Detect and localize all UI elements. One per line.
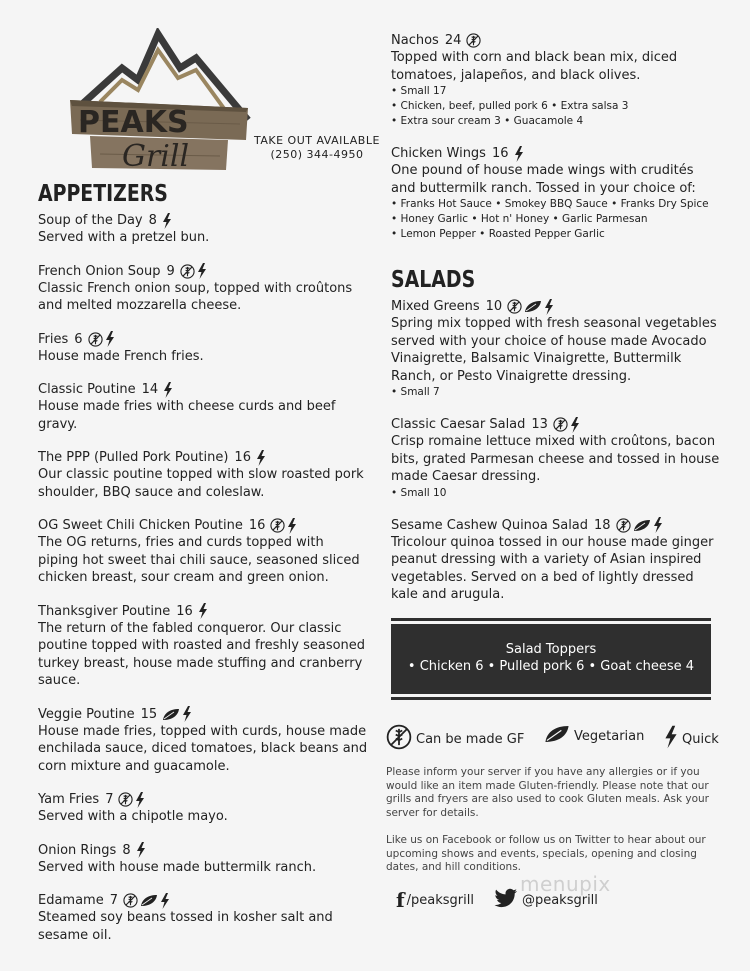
menu-item-option: • Small 7: [391, 386, 440, 398]
menu-item: [391, 416, 721, 501]
salad-list: [391, 298, 721, 604]
menu-item-name: Nachos: [391, 33, 439, 48]
menu-item: [38, 892, 368, 944]
menu-item-options: [391, 84, 721, 129]
social-links: [396, 888, 598, 912]
notice-block: [386, 766, 716, 875]
menu-item: [391, 298, 721, 400]
gluten-free-icon: [616, 518, 631, 533]
facebook-icon[interactable]: f: [396, 888, 405, 912]
menu-item-description: Topped with corn and black bean mix, diced tomatoes, jalapeños, and black olives.: [391, 50, 678, 83]
peaks-grill-logo: [60, 28, 270, 178]
menu-item-options: [391, 385, 721, 400]
twitter-handle[interactable]: @peaksgrill: [521, 892, 598, 908]
menu-item-description: Classic French onion soup, topped with croûtons and melted mozzarella cheese.: [38, 280, 353, 313]
quick-icon: [105, 331, 115, 347]
menu-item-header: [38, 517, 368, 534]
menu-item-price: 6: [74, 331, 83, 347]
watermark: menupix: [520, 872, 611, 896]
quick-icon: [256, 450, 266, 466]
facebook-handle[interactable]: /peaksgrill: [406, 892, 474, 908]
menu-item-name: Chicken Wings: [391, 146, 486, 161]
takeout-label: TAKE OUT AVAILABLE: [254, 134, 380, 147]
phone-number: (250) 344-4950: [270, 148, 364, 161]
menu-item-icons: [466, 33, 481, 48]
menu-item-option: • Small 17: [391, 85, 447, 97]
quick-icon: [160, 893, 170, 909]
gluten-free-icon: [118, 792, 133, 807]
right-column: [391, 32, 721, 620]
menu-item: [38, 212, 368, 247]
menu-item-option: • Small 10: [391, 486, 447, 499]
menu-item-price: 16: [234, 450, 251, 465]
menu-item-price: 8: [148, 213, 157, 228]
menu-item: [38, 517, 368, 587]
menu-item-icons: [123, 893, 170, 909]
menu-item-header: [391, 517, 721, 534]
menu-item-icons: [616, 517, 663, 533]
logo-peaks-text: PEAKS: [78, 105, 189, 140]
legend-quick: [664, 724, 719, 754]
menu-item-option: • Lemon Pepper • Roasted Pepper Garlic: [391, 228, 605, 240]
menu-item-icons: [88, 331, 115, 347]
quick-icon: [544, 299, 554, 315]
menu-item-description: House made French fries.: [38, 348, 204, 364]
menu-item-description: House made fries with cheese curds and beef gravy.: [38, 399, 336, 432]
social-notice: Like us on Facebook or follow us on Twitter to hear about our upcoming shows and events, specials, opening and closing dates, and hill conditions.: [386, 834, 706, 873]
appetizer-list: [38, 212, 368, 944]
vegetarian-icon: [140, 894, 158, 907]
legend-gf-label: Can be made GF: [416, 731, 525, 747]
menu-item-icons: [507, 299, 554, 315]
menu-item-header: [391, 416, 721, 433]
menu-item-option: • Franks Hot Sauce • Smokey BBQ Sauce • Franks Dry Spice: [391, 198, 709, 210]
appetizers-title: APPETIZERS: [38, 180, 168, 207]
menu-item-option: • Extra sour cream 3 • Guacamole 4: [391, 115, 584, 127]
quick-icon: [514, 146, 524, 162]
menu-item-header: [38, 381, 368, 398]
menu-item-price: 10: [485, 299, 503, 314]
quick-icon: [664, 724, 678, 754]
menu-item-price: 8: [122, 842, 131, 858]
toppers-list: • Chicken 6 • Pulled pork 6 • Goat cheese 4: [407, 659, 695, 674]
right-top-list: [391, 32, 721, 242]
legend-veg-label: Vegetarian: [574, 728, 645, 744]
menu-item-icons: [136, 842, 146, 858]
menu-item-header: [391, 145, 721, 162]
salads-title: SALADS: [391, 266, 476, 293]
gluten-free-icon: [386, 724, 412, 754]
menu-item-icons: [163, 382, 173, 398]
menu-item-name: Onion Rings: [38, 842, 117, 858]
menu-item-description: Crisp romaine lettuce mixed with croûtons, bacon bits, grated Parmesan cheese and tossed in house made Caesar dressing.: [391, 434, 720, 484]
menu-item-price: 16: [248, 518, 266, 533]
menu-item-header: [38, 331, 368, 348]
twitter-icon[interactable]: [494, 888, 518, 912]
menu-item-description: Spring mix topped with fresh seasonal vegetables served with your choice of house made Avocado Vinaigrette, Balsamic Vinaigrette, Buttermilk Ranch, or Pesto Vinaigrette dressing.: [391, 316, 717, 384]
menu-item-description: Our classic poutine topped with slow roasted pork shoulder, BBQ sauce and coleslaw.: [38, 467, 364, 500]
menu-item: [38, 381, 368, 433]
menu-item-header: [38, 212, 368, 229]
toppers-top-bar: [391, 618, 711, 621]
menu-item-description: The OG returns, fries and curds topped with piping hot sweet thai chili sauce, seasoned sliced chicken breast, sour cream and green onion.: [38, 535, 360, 585]
quick-icon: [162, 213, 172, 229]
menu-item-price: 13: [531, 417, 548, 432]
menu-item-options: [391, 197, 721, 242]
menu-item-description: Served with a chipotle mayo.: [38, 809, 228, 824]
vegetarian-icon: [544, 724, 570, 748]
quick-icon: [287, 518, 297, 534]
allergy-notice: Please inform your server if you have any allergies or if you would like an item made Gluten-friendly. Please note that our grills and fryers are also used to cook Gluten meals. Ask your server for details.: [386, 766, 709, 819]
menu-item-option: • Chicken, beef, pulled pork 6 • Extra salsa 3: [391, 100, 629, 112]
menu-item-price: 7: [109, 893, 119, 908]
vegetarian-icon: [524, 300, 542, 313]
salad-toppers-box: [391, 624, 711, 694]
gluten-free-icon: [123, 893, 138, 908]
gluten-free-icon: [88, 332, 103, 347]
logo-grill-text: Grill: [122, 139, 190, 174]
icon-legend: [386, 724, 726, 752]
gluten-free-icon: [507, 299, 522, 314]
quick-icon: [197, 263, 207, 279]
menu-item: [391, 517, 721, 604]
menu-item-header: [38, 791, 368, 808]
legend-gf: [386, 724, 524, 754]
menu-item-icons: [553, 417, 580, 433]
menu-item-description: Served with house made buttermilk ranch.: [38, 859, 317, 875]
menu-item: [38, 603, 368, 690]
menu-item-description: House made fries, topped with curds, house made enchilada sauce, diced tomatoes, black beans and corn mixture and guacamole.: [38, 723, 368, 774]
gluten-free-icon: [180, 264, 195, 279]
menu-item-header: [38, 706, 368, 723]
menu-item-name: Classic Poutine: [38, 382, 136, 397]
menu-item: [391, 32, 721, 129]
vegetarian-icon: [633, 519, 651, 532]
menu-item-name: Edamame: [38, 893, 104, 908]
menu-item-icons: [118, 792, 145, 808]
vegetarian-icon: [162, 708, 180, 721]
menu-item: [38, 331, 368, 366]
menu-item-name: Classic Caesar Salad: [391, 417, 526, 432]
menu-item-name: Mixed Greens: [391, 299, 480, 314]
quick-icon: [570, 417, 580, 433]
menu-item: [38, 449, 368, 501]
quick-icon: [198, 603, 208, 619]
menu-item-header: [38, 263, 368, 280]
legend-veg: [544, 724, 644, 748]
menu-item: [38, 706, 368, 776]
appetizers-section: [38, 180, 368, 960]
menu-item-name: Yam Fries: [38, 792, 100, 807]
menu-item: [38, 263, 368, 315]
menu-item-price: 18: [594, 517, 611, 533]
menu-item-name: Thanksgiver Poutine: [38, 603, 171, 619]
menu-item-name: Sesame Cashew Quinoa Salad: [391, 517, 589, 533]
menu-item-name: French Onion Soup: [38, 263, 161, 279]
gluten-free-icon: [270, 518, 285, 533]
menu-item-price: 16: [491, 146, 509, 161]
quick-icon: [136, 842, 146, 858]
menu-item-header: [38, 842, 368, 859]
menu-item-icons: [162, 706, 192, 722]
menu-item-header: [38, 892, 368, 909]
menu-item-name: OG Sweet Chili Chicken Poutine: [38, 518, 243, 533]
toppers-title: Salad Toppers: [505, 642, 597, 657]
menu-item-header: [38, 603, 368, 620]
menu-item-name: Fries: [38, 331, 69, 347]
menu-item-name: Veggie Poutine: [38, 706, 135, 722]
menu-item-icons: [270, 518, 297, 534]
menu-item-description: One pound of house made wings with crudités and buttermilk ranch. Tossed in your choice of:: [391, 163, 696, 196]
menu-item: [38, 791, 368, 826]
menu-item-price: 14: [141, 382, 159, 397]
menu-item-header: [38, 449, 368, 466]
menu-item-price: 7: [105, 792, 114, 807]
toppers-bottom-bar: [391, 697, 711, 700]
menu-item-description: The return of the fabled conqueror. Our classic poutine topped with roasted and freshly seasoned turkey breast, house made stuffing and cranberry sauce.: [38, 620, 366, 688]
menu-item-name: Soup of the Day: [38, 213, 143, 228]
menu-item-icons: [514, 146, 524, 162]
menu-item: [38, 842, 368, 877]
quick-icon: [163, 382, 173, 398]
menu-item-option: • Honey Garlic • Hot n' Honey • Garlic Parmesan: [391, 213, 648, 225]
menu-item-price: 9: [166, 263, 175, 279]
menu-item-name: The PPP (Pulled Pork Poutine): [38, 450, 229, 465]
menu-item-price: 16: [176, 603, 193, 619]
menu-item-description: Steamed soy beans tossed in kosher salt and sesame oil.: [38, 910, 333, 943]
legend-quick-label: Quick: [682, 731, 719, 747]
menu-item-icons: [180, 263, 207, 279]
gluten-free-icon: [553, 417, 568, 432]
menu-item-header: [391, 32, 721, 49]
quick-icon: [182, 706, 192, 722]
menu-item-icons: [256, 450, 266, 466]
quick-icon: [135, 792, 145, 808]
menu-item-description: Tricolour quinoa tossed in our house made ginger peanut dressing with a variety of Asian inspired vegetables. Served on a bed of lightly dressed kale and arugula.: [391, 534, 714, 602]
quick-icon: [653, 517, 663, 533]
menu-item-price: 15: [140, 706, 158, 722]
menu-item-header: [391, 298, 721, 315]
menu-item-price: 24: [444, 33, 462, 48]
gluten-free-icon: [466, 33, 481, 48]
menu-item: [391, 145, 721, 242]
takeout-info: [254, 134, 380, 162]
menu-item-options: [391, 486, 721, 501]
menu-item-description: Served with a pretzel bun.: [38, 230, 210, 245]
menu-item-icons: [198, 603, 208, 619]
menu-item-icons: [162, 213, 172, 229]
